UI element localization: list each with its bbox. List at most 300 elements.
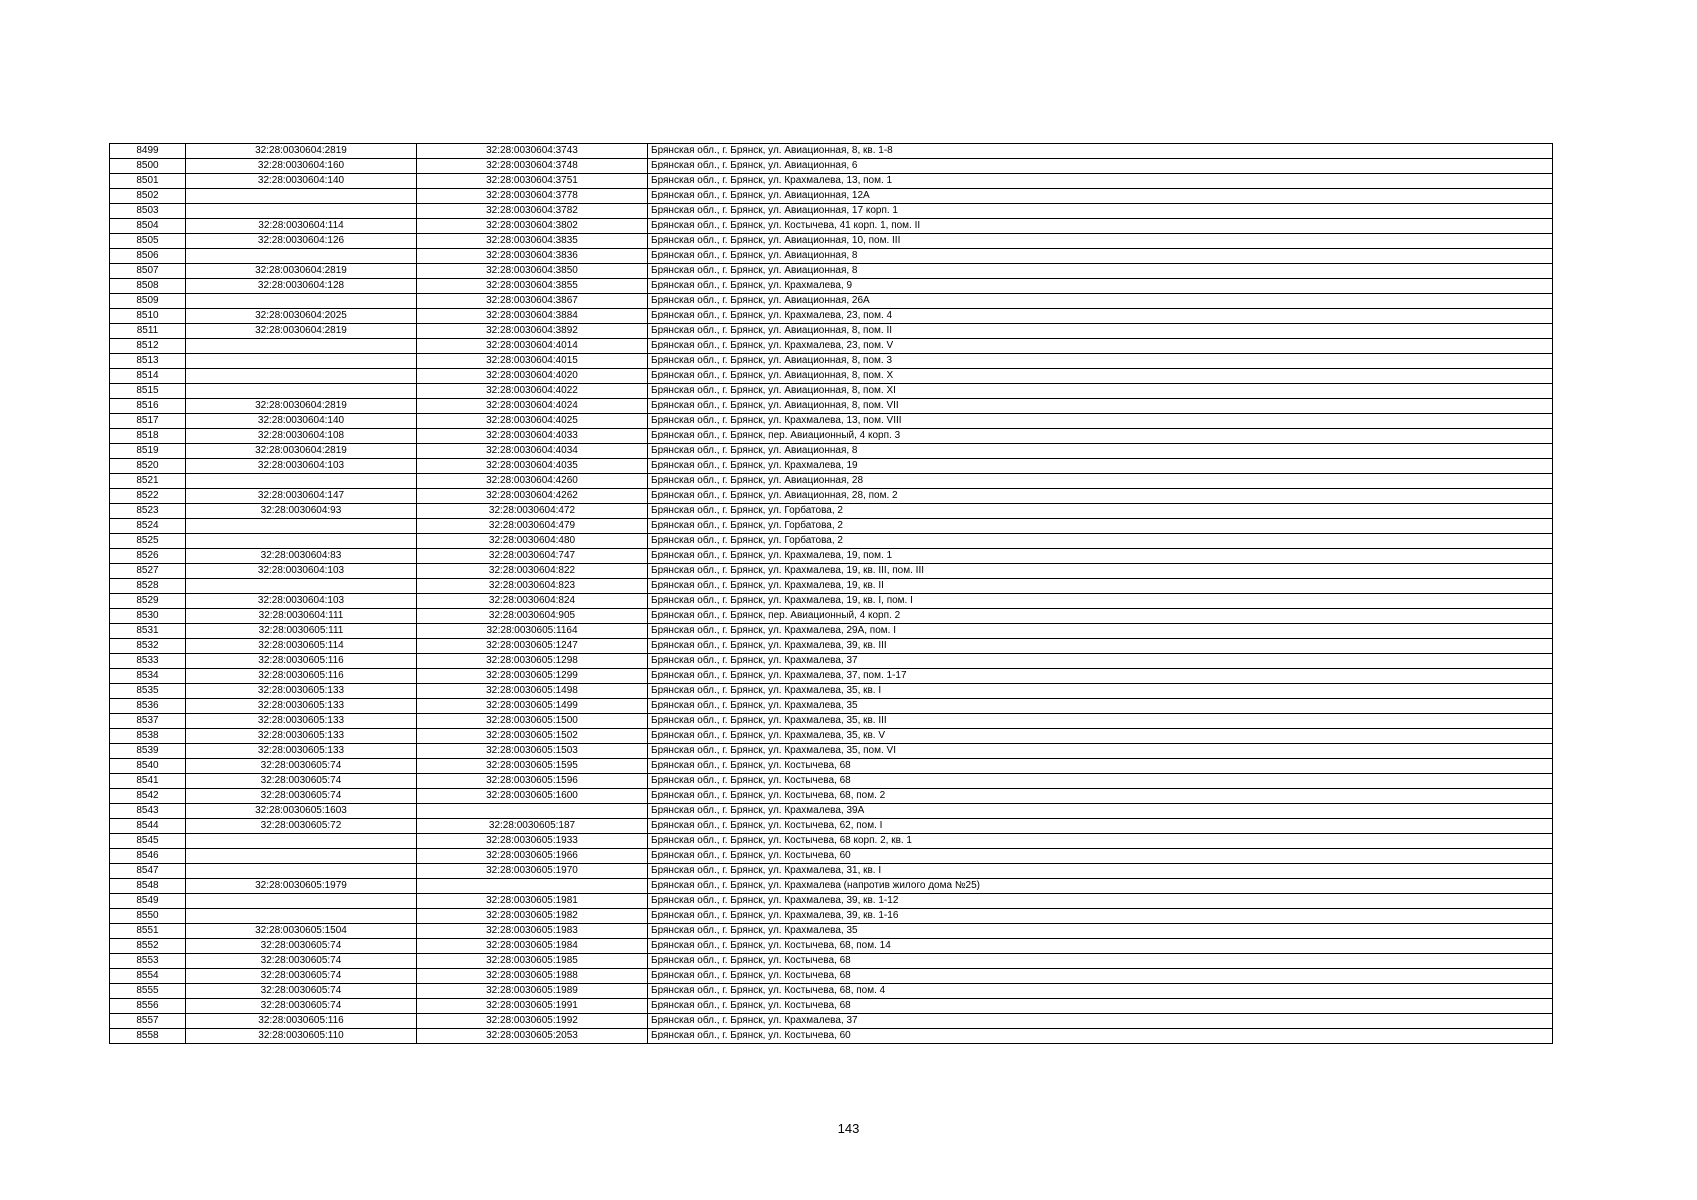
row-number-cell: 8533 bbox=[110, 654, 186, 669]
address-cell: Брянская обл., г. Брянск, ул. Крахмалева, 35 bbox=[648, 924, 1553, 939]
table-row bbox=[110, 474, 1553, 489]
table-row bbox=[110, 174, 1553, 189]
table-row bbox=[110, 384, 1553, 399]
row-number-cell: 8515 bbox=[110, 384, 186, 399]
address-cell: Брянская обл., г. Брянск, ул. Крахмалева, 13, пом. VIII bbox=[648, 414, 1553, 429]
row-number-cell: 8527 bbox=[110, 564, 186, 579]
object-number-cell: 32:28:0030605:1595 bbox=[417, 759, 648, 774]
address-cell: Брянская обл., г. Брянск, ул. Крахмалева, 19, пом. 1 bbox=[648, 549, 1553, 564]
object-number-cell: 32:28:0030605:1992 bbox=[417, 1014, 648, 1029]
parcel-number-cell: 32:28:0030604:2819 bbox=[186, 324, 417, 339]
table-row bbox=[110, 684, 1553, 699]
parcel-number-cell: 32:28:0030605:116 bbox=[186, 654, 417, 669]
parcel-number-cell: 32:28:0030605:74 bbox=[186, 984, 417, 999]
object-number-cell: 32:28:0030604:4262 bbox=[417, 489, 648, 504]
table-row bbox=[110, 444, 1553, 459]
parcel-number-cell bbox=[186, 384, 417, 399]
row-number-cell: 8554 bbox=[110, 969, 186, 984]
parcel-number-cell: 32:28:0030604:114 bbox=[186, 219, 417, 234]
parcel-number-cell bbox=[186, 909, 417, 924]
row-number-cell: 8499 bbox=[110, 144, 186, 159]
object-number-cell bbox=[417, 879, 648, 894]
parcel-number-cell: 32:28:0030605:133 bbox=[186, 699, 417, 714]
parcel-number-cell: 32:28:0030604:2819 bbox=[186, 144, 417, 159]
row-number-cell: 8528 bbox=[110, 579, 186, 594]
row-number-cell: 8500 bbox=[110, 159, 186, 174]
row-number-cell: 8518 bbox=[110, 429, 186, 444]
address-cell: Брянская обл., г. Брянск, ул. Крахмалева, 19, кв. I, пом. I bbox=[648, 594, 1553, 609]
object-number-cell: 32:28:0030605:1247 bbox=[417, 639, 648, 654]
address-cell: Брянская обл., г. Брянск, ул. Крахмалева, 29А, пом. I bbox=[648, 624, 1553, 639]
object-number-cell: 32:28:0030605:1966 bbox=[417, 849, 648, 864]
row-number-cell: 8543 bbox=[110, 804, 186, 819]
row-number-cell: 8544 bbox=[110, 819, 186, 834]
table-row bbox=[110, 699, 1553, 714]
parcel-number-cell: 32:28:0030604:160 bbox=[186, 159, 417, 174]
parcel-number-cell: 32:28:0030604:103 bbox=[186, 594, 417, 609]
address-cell: Брянская обл., г. Брянск, ул. Крахмалева, 37 bbox=[648, 1014, 1553, 1029]
object-number-cell: 32:28:0030604:3802 bbox=[417, 219, 648, 234]
object-number-cell: 32:28:0030605:1503 bbox=[417, 744, 648, 759]
parcel-number-cell bbox=[186, 474, 417, 489]
table-row bbox=[110, 669, 1553, 684]
object-number-cell: 32:28:0030604:479 bbox=[417, 519, 648, 534]
row-number-cell: 8555 bbox=[110, 984, 186, 999]
object-number-cell: 32:28:0030604:4022 bbox=[417, 384, 648, 399]
address-cell: Брянская обл., г. Брянск, ул. Авиационная, 8 bbox=[648, 444, 1553, 459]
row-number-cell: 8547 bbox=[110, 864, 186, 879]
object-number-cell: 32:28:0030605:1983 bbox=[417, 924, 648, 939]
parcel-number-cell: 32:28:0030605:74 bbox=[186, 969, 417, 984]
table-row bbox=[110, 219, 1553, 234]
row-number-cell: 8541 bbox=[110, 774, 186, 789]
row-number-cell: 8521 bbox=[110, 474, 186, 489]
object-number-cell bbox=[417, 804, 648, 819]
row-number-cell: 8523 bbox=[110, 504, 186, 519]
parcel-number-cell bbox=[186, 519, 417, 534]
row-number-cell: 8529 bbox=[110, 594, 186, 609]
parcel-number-cell: 32:28:0030605:74 bbox=[186, 789, 417, 804]
row-number-cell: 8505 bbox=[110, 234, 186, 249]
address-cell: Брянская обл., г. Брянск, ул. Авиационная, 10, пом. III bbox=[648, 234, 1553, 249]
object-number-cell: 32:28:0030605:1500 bbox=[417, 714, 648, 729]
row-number-cell: 8542 bbox=[110, 789, 186, 804]
address-cell: Брянская обл., г. Брянск, ул. Крахмалева, 39, кв. III bbox=[648, 639, 1553, 654]
table-row bbox=[110, 624, 1553, 639]
object-number-cell: 32:28:0030604:747 bbox=[417, 549, 648, 564]
object-number-cell: 32:28:0030605:1991 bbox=[417, 999, 648, 1014]
parcel-number-cell: 32:28:0030605:111 bbox=[186, 624, 417, 639]
parcel-number-cell: 32:28:0030604:2819 bbox=[186, 399, 417, 414]
table-row bbox=[110, 564, 1553, 579]
table-row bbox=[110, 159, 1553, 174]
address-cell: Брянская обл., г. Брянск, ул. Крахмалева, 35, пом. VI bbox=[648, 744, 1553, 759]
object-number-cell: 32:28:0030605:2053 bbox=[417, 1029, 648, 1044]
table-row bbox=[110, 549, 1553, 564]
address-cell: Брянская обл., г. Брянск, ул. Авиационная, 17 корп. 1 bbox=[648, 204, 1553, 219]
table-row bbox=[110, 459, 1553, 474]
parcel-number-cell: 32:28:0030604:147 bbox=[186, 489, 417, 504]
table-row bbox=[110, 894, 1553, 909]
table-row bbox=[110, 519, 1553, 534]
parcel-number-cell: 32:28:0030605:1504 bbox=[186, 924, 417, 939]
address-cell: Брянская обл., г. Брянск, ул. Крахмалева, 31, кв. I bbox=[648, 864, 1553, 879]
address-cell: Брянская обл., г. Брянск, ул. Костычева, 68, пом. 14 bbox=[648, 939, 1553, 954]
parcel-number-cell: 32:28:0030605:74 bbox=[186, 954, 417, 969]
parcel-number-cell: 32:28:0030605:133 bbox=[186, 729, 417, 744]
address-cell: Брянская обл., г. Брянск, ул. Авиационная, 8, пом. VII bbox=[648, 399, 1553, 414]
object-number-cell: 32:28:0030604:3884 bbox=[417, 309, 648, 324]
table-row bbox=[110, 429, 1553, 444]
address-cell: Брянская обл., г. Брянск, ул. Авиационная, 26А bbox=[648, 294, 1553, 309]
address-cell: Брянская обл., г. Брянск, ул. Авиационная, 8, пом. 3 bbox=[648, 354, 1553, 369]
parcel-number-cell bbox=[186, 354, 417, 369]
object-number-cell: 32:28:0030604:4020 bbox=[417, 369, 648, 384]
table-row bbox=[110, 744, 1553, 759]
object-number-cell: 32:28:0030604:4034 bbox=[417, 444, 648, 459]
parcel-number-cell: 32:28:0030604:83 bbox=[186, 549, 417, 564]
parcel-number-cell: 32:28:0030605:133 bbox=[186, 744, 417, 759]
table-row bbox=[110, 144, 1553, 159]
object-number-cell: 32:28:0030605:1164 bbox=[417, 624, 648, 639]
table-row bbox=[110, 609, 1553, 624]
parcel-number-cell bbox=[186, 534, 417, 549]
row-number-cell: 8550 bbox=[110, 909, 186, 924]
row-number-cell: 8508 bbox=[110, 279, 186, 294]
row-number-cell: 8546 bbox=[110, 849, 186, 864]
address-cell: Брянская обл., г. Брянск, ул. Крахмалева, 35 bbox=[648, 699, 1553, 714]
address-cell: Брянская обл., г. Брянск, ул. Крахмалева, 39А bbox=[648, 804, 1553, 819]
object-number-cell: 32:28:0030605:187 bbox=[417, 819, 648, 834]
row-number-cell: 8556 bbox=[110, 999, 186, 1014]
parcel-number-cell: 32:28:0030604:103 bbox=[186, 564, 417, 579]
object-number-cell: 32:28:0030604:3855 bbox=[417, 279, 648, 294]
row-number-cell: 8502 bbox=[110, 189, 186, 204]
object-number-cell: 32:28:0030605:1981 bbox=[417, 894, 648, 909]
parcel-number-cell: 32:28:0030604:128 bbox=[186, 279, 417, 294]
address-cell: Брянская обл., г. Брянск, ул. Крахмалева, 19, кв. II bbox=[648, 579, 1553, 594]
object-number-cell: 32:28:0030605:1989 bbox=[417, 984, 648, 999]
table-row bbox=[110, 819, 1553, 834]
table-row bbox=[110, 324, 1553, 339]
address-cell: Брянская обл., г. Брянск, ул. Костычева, 68 bbox=[648, 954, 1553, 969]
parcel-number-cell: 32:28:0030605:74 bbox=[186, 939, 417, 954]
row-number-cell: 8504 bbox=[110, 219, 186, 234]
parcel-number-cell: 32:28:0030605:133 bbox=[186, 684, 417, 699]
address-cell: Брянская обл., г. Брянск, ул. Крахмалева, 19, кв. III, пом. III bbox=[648, 564, 1553, 579]
parcel-number-cell: 32:28:0030604:108 bbox=[186, 429, 417, 444]
address-cell: Брянская обл., г. Брянск, ул. Костычева, 60 bbox=[648, 849, 1553, 864]
row-number-cell: 8552 bbox=[110, 939, 186, 954]
table-row bbox=[110, 354, 1553, 369]
object-number-cell: 32:28:0030605:1502 bbox=[417, 729, 648, 744]
row-number-cell: 8549 bbox=[110, 894, 186, 909]
table-row bbox=[110, 849, 1553, 864]
object-number-cell: 32:28:0030604:3778 bbox=[417, 189, 648, 204]
parcel-number-cell bbox=[186, 834, 417, 849]
parcel-number-cell: 32:28:0030605:74 bbox=[186, 999, 417, 1014]
row-number-cell: 8530 bbox=[110, 609, 186, 624]
row-number-cell: 8525 bbox=[110, 534, 186, 549]
address-cell: Брянская обл., г. Брянск, ул. Крахмалева, 23, пом. 4 bbox=[648, 309, 1553, 324]
registry-table-body bbox=[110, 144, 1553, 1044]
row-number-cell: 8503 bbox=[110, 204, 186, 219]
object-number-cell: 32:28:0030604:3867 bbox=[417, 294, 648, 309]
table-row bbox=[110, 294, 1553, 309]
parcel-number-cell: 32:28:0030605:133 bbox=[186, 714, 417, 729]
object-number-cell: 32:28:0030604:4260 bbox=[417, 474, 648, 489]
object-number-cell: 32:28:0030605:1970 bbox=[417, 864, 648, 879]
table-row bbox=[110, 309, 1553, 324]
address-cell: Брянская обл., г. Брянск, ул. Костычева, 41 корп. 1, пом. II bbox=[648, 219, 1553, 234]
address-cell: Брянская обл., г. Брянск, ул. Авиационная, 8, пом. XI bbox=[648, 384, 1553, 399]
address-cell: Брянская обл., г. Брянск, ул. Крахмалева, 39, кв. 1-16 bbox=[648, 909, 1553, 924]
address-cell: Брянская обл., г. Брянск, ул. Костычева, 62, пом. I bbox=[648, 819, 1553, 834]
address-cell: Брянская обл., г. Брянск, ул. Крахмалева, 9 bbox=[648, 279, 1553, 294]
address-cell: Брянская обл., г. Брянск, ул. Крахмалева, 23, пом. V bbox=[648, 339, 1553, 354]
object-number-cell: 32:28:0030605:1985 bbox=[417, 954, 648, 969]
row-number-cell: 8524 bbox=[110, 519, 186, 534]
object-number-cell: 32:28:0030604:3892 bbox=[417, 324, 648, 339]
table-row bbox=[110, 594, 1553, 609]
object-number-cell: 32:28:0030604:3850 bbox=[417, 264, 648, 279]
object-number-cell: 32:28:0030604:3751 bbox=[417, 174, 648, 189]
object-number-cell: 32:28:0030604:4025 bbox=[417, 414, 648, 429]
table-row bbox=[110, 579, 1553, 594]
address-cell: Брянская обл., г. Брянск, ул. Горбатова, 2 bbox=[648, 504, 1553, 519]
address-cell: Брянская обл., г. Брянск, ул. Костычева, 68 корп. 2, кв. 1 bbox=[648, 834, 1553, 849]
table-row bbox=[110, 264, 1553, 279]
parcel-number-cell: 32:28:0030605:116 bbox=[186, 669, 417, 684]
address-cell: Брянская обл., г. Брянск, ул. Костычева, 68 bbox=[648, 759, 1553, 774]
table-row bbox=[110, 789, 1553, 804]
object-number-cell: 32:28:0030604:4035 bbox=[417, 459, 648, 474]
table-row bbox=[110, 234, 1553, 249]
table-row bbox=[110, 984, 1553, 999]
row-number-cell: 8557 bbox=[110, 1014, 186, 1029]
row-number-cell: 8514 bbox=[110, 369, 186, 384]
object-number-cell: 32:28:0030605:1596 bbox=[417, 774, 648, 789]
address-cell: Брянская обл., г. Брянск, ул. Авиационная, 8, пом. II bbox=[648, 324, 1553, 339]
parcel-number-cell: 32:28:0030605:74 bbox=[186, 759, 417, 774]
row-number-cell: 8536 bbox=[110, 699, 186, 714]
address-cell: Брянская обл., г. Брянск, ул. Авиационная, 28, пом. 2 bbox=[648, 489, 1553, 504]
parcel-number-cell: 32:28:0030604:111 bbox=[186, 609, 417, 624]
address-cell: Брянская обл., г. Брянск, ул. Авиационная, 8 bbox=[648, 264, 1553, 279]
table-row bbox=[110, 879, 1553, 894]
table-row bbox=[110, 339, 1553, 354]
object-number-cell: 32:28:0030604:3835 bbox=[417, 234, 648, 249]
parcel-number-cell bbox=[186, 894, 417, 909]
table-row bbox=[110, 714, 1553, 729]
parcel-number-cell bbox=[186, 249, 417, 264]
object-number-cell: 32:28:0030605:1600 bbox=[417, 789, 648, 804]
parcel-number-cell bbox=[186, 849, 417, 864]
row-number-cell: 8539 bbox=[110, 744, 186, 759]
row-number-cell: 8532 bbox=[110, 639, 186, 654]
parcel-number-cell bbox=[186, 864, 417, 879]
table-row bbox=[110, 534, 1553, 549]
address-cell: Брянская обл., г. Брянск, пер. Авиационный, 4 корп. 3 bbox=[648, 429, 1553, 444]
address-cell: Брянская обл., г. Брянск, ул. Авиационная, 12А bbox=[648, 189, 1553, 204]
object-number-cell: 32:28:0030604:824 bbox=[417, 594, 648, 609]
registry-table bbox=[109, 143, 1553, 1044]
address-cell: Брянская обл., г. Брянск, ул. Горбатова, 2 bbox=[648, 519, 1553, 534]
address-cell: Брянская обл., г. Брянск, ул. Крахмалева, 37 bbox=[648, 654, 1553, 669]
page-number: 143 bbox=[837, 1121, 860, 1136]
parcel-number-cell: 32:28:0030605:114 bbox=[186, 639, 417, 654]
row-number-cell: 8510 bbox=[110, 309, 186, 324]
row-number-cell: 8534 bbox=[110, 669, 186, 684]
parcel-number-cell: 32:28:0030605:1603 bbox=[186, 804, 417, 819]
row-number-cell: 8522 bbox=[110, 489, 186, 504]
table-row bbox=[110, 909, 1553, 924]
row-number-cell: 8537 bbox=[110, 714, 186, 729]
row-number-cell: 8520 bbox=[110, 459, 186, 474]
object-number-cell: 32:28:0030605:1982 bbox=[417, 909, 648, 924]
table-row bbox=[110, 369, 1553, 384]
object-number-cell: 32:28:0030605:1498 bbox=[417, 684, 648, 699]
parcel-number-cell: 32:28:0030604:140 bbox=[186, 174, 417, 189]
parcel-number-cell bbox=[186, 204, 417, 219]
address-cell: Брянская обл., г. Брянск, ул. Костычева, 68, пом. 4 bbox=[648, 984, 1553, 999]
address-cell: Брянская обл., г. Брянск, ул. Авиационная, 8 bbox=[648, 249, 1553, 264]
object-number-cell: 32:28:0030605:1988 bbox=[417, 969, 648, 984]
parcel-number-cell: 32:28:0030604:2819 bbox=[186, 444, 417, 459]
row-number-cell: 8540 bbox=[110, 759, 186, 774]
table-row bbox=[110, 489, 1553, 504]
parcel-number-cell bbox=[186, 369, 417, 384]
table-row bbox=[110, 204, 1553, 219]
parcel-number-cell: 32:28:0030605:116 bbox=[186, 1014, 417, 1029]
object-number-cell: 32:28:0030604:4024 bbox=[417, 399, 648, 414]
object-number-cell: 32:28:0030604:905 bbox=[417, 609, 648, 624]
address-cell: Брянская обл., г. Брянск, ул. Крахмалева, 35, кв. III bbox=[648, 714, 1553, 729]
table-row bbox=[110, 1014, 1553, 1029]
parcel-number-cell bbox=[186, 339, 417, 354]
row-number-cell: 8507 bbox=[110, 264, 186, 279]
table-row bbox=[110, 279, 1553, 294]
row-number-cell: 8551 bbox=[110, 924, 186, 939]
table-row bbox=[110, 774, 1553, 789]
parcel-number-cell: 32:28:0030605:110 bbox=[186, 1029, 417, 1044]
address-cell: Брянская обл., г. Брянск, ул. Крахмалева, 39, кв. 1-12 bbox=[648, 894, 1553, 909]
table-row bbox=[110, 834, 1553, 849]
row-number-cell: 8513 bbox=[110, 354, 186, 369]
object-number-cell: 32:28:0030604:3836 bbox=[417, 249, 648, 264]
table-row bbox=[110, 759, 1553, 774]
address-cell: Брянская обл., г. Брянск, ул. Крахмалева, 35, кв. I bbox=[648, 684, 1553, 699]
table-row bbox=[110, 924, 1553, 939]
row-number-cell: 8516 bbox=[110, 399, 186, 414]
row-number-cell: 8548 bbox=[110, 879, 186, 894]
parcel-number-cell: 32:28:0030604:2025 bbox=[186, 309, 417, 324]
object-number-cell: 32:28:0030605:1299 bbox=[417, 669, 648, 684]
address-cell: Брянская обл., г. Брянск, ул. Авиационная, 8, кв. 1-8 bbox=[648, 144, 1553, 159]
object-number-cell: 32:28:0030604:823 bbox=[417, 579, 648, 594]
object-number-cell: 32:28:0030604:3782 bbox=[417, 204, 648, 219]
row-number-cell: 8512 bbox=[110, 339, 186, 354]
row-number-cell: 8558 bbox=[110, 1029, 186, 1044]
parcel-number-cell bbox=[186, 189, 417, 204]
address-cell: Брянская обл., г. Брянск, ул. Крахмалева (напротив жилого дома №25) bbox=[648, 879, 1553, 894]
row-number-cell: 8519 bbox=[110, 444, 186, 459]
row-number-cell: 8511 bbox=[110, 324, 186, 339]
address-cell: Брянская обл., г. Брянск, ул. Костычева, 60 bbox=[648, 1029, 1553, 1044]
address-cell: Брянская обл., г. Брянск, пер. Авиационный, 4 корп. 2 bbox=[648, 609, 1553, 624]
object-number-cell: 32:28:0030605:1933 bbox=[417, 834, 648, 849]
row-number-cell: 8509 bbox=[110, 294, 186, 309]
parcel-number-cell: 32:28:0030605:72 bbox=[186, 819, 417, 834]
row-number-cell: 8506 bbox=[110, 249, 186, 264]
row-number-cell: 8538 bbox=[110, 729, 186, 744]
address-cell: Брянская обл., г. Брянск, ул. Крахмалева, 37, пом. 1-17 bbox=[648, 669, 1553, 684]
table-row bbox=[110, 864, 1553, 879]
table-row bbox=[110, 189, 1553, 204]
row-number-cell: 8526 bbox=[110, 549, 186, 564]
row-number-cell: 8545 bbox=[110, 834, 186, 849]
address-cell: Брянская обл., г. Брянск, ул. Крахмалева, 35, кв. V bbox=[648, 729, 1553, 744]
object-number-cell: 32:28:0030604:480 bbox=[417, 534, 648, 549]
object-number-cell: 32:28:0030604:4033 bbox=[417, 429, 648, 444]
table-row bbox=[110, 1029, 1553, 1044]
table-row bbox=[110, 654, 1553, 669]
table-row bbox=[110, 939, 1553, 954]
object-number-cell: 32:28:0030605:1984 bbox=[417, 939, 648, 954]
row-number-cell: 8501 bbox=[110, 174, 186, 189]
address-cell: Брянская обл., г. Брянск, ул. Костычева, 68 bbox=[648, 999, 1553, 1014]
parcel-number-cell bbox=[186, 579, 417, 594]
object-number-cell: 32:28:0030604:3748 bbox=[417, 159, 648, 174]
row-number-cell: 8517 bbox=[110, 414, 186, 429]
table-row bbox=[110, 804, 1553, 819]
object-number-cell: 32:28:0030604:822 bbox=[417, 564, 648, 579]
address-cell: Брянская обл., г. Брянск, ул. Авиационная, 28 bbox=[648, 474, 1553, 489]
object-number-cell: 32:28:0030604:472 bbox=[417, 504, 648, 519]
address-cell: Брянская обл., г. Брянск, ул. Крахмалева, 13, пом. 1 bbox=[648, 174, 1553, 189]
object-number-cell: 32:28:0030604:4014 bbox=[417, 339, 648, 354]
object-number-cell: 32:28:0030604:3743 bbox=[417, 144, 648, 159]
parcel-number-cell: 32:28:0030604:93 bbox=[186, 504, 417, 519]
parcel-number-cell: 32:28:0030605:1979 bbox=[186, 879, 417, 894]
parcel-number-cell: 32:28:0030604:103 bbox=[186, 459, 417, 474]
table-row bbox=[110, 399, 1553, 414]
address-cell: Брянская обл., г. Брянск, ул. Авиационная, 8, пом. X bbox=[648, 369, 1553, 384]
object-number-cell: 32:28:0030605:1298 bbox=[417, 654, 648, 669]
parcel-number-cell: 32:28:0030605:74 bbox=[186, 774, 417, 789]
object-number-cell: 32:28:0030604:4015 bbox=[417, 354, 648, 369]
table-row bbox=[110, 504, 1553, 519]
table-row bbox=[110, 414, 1553, 429]
row-number-cell: 8531 bbox=[110, 624, 186, 639]
table-row bbox=[110, 639, 1553, 654]
address-cell: Брянская обл., г. Брянск, ул. Авиационная, 6 bbox=[648, 159, 1553, 174]
table-row bbox=[110, 999, 1553, 1014]
row-number-cell: 8535 bbox=[110, 684, 186, 699]
parcel-number-cell: 32:28:0030604:2819 bbox=[186, 264, 417, 279]
object-number-cell: 32:28:0030605:1499 bbox=[417, 699, 648, 714]
parcel-number-cell: 32:28:0030604:126 bbox=[186, 234, 417, 249]
address-cell: Брянская обл., г. Брянск, ул. Крахмалева, 19 bbox=[648, 459, 1553, 474]
table-row bbox=[110, 969, 1553, 984]
address-cell: Брянская обл., г. Брянск, ул. Костычева, 68, пом. 2 bbox=[648, 789, 1553, 804]
address-cell: Брянская обл., г. Брянск, ул. Горбатова, 2 bbox=[648, 534, 1553, 549]
address-cell: Брянская обл., г. Брянск, ул. Костычева, 68 bbox=[648, 969, 1553, 984]
row-number-cell: 8553 bbox=[110, 954, 186, 969]
parcel-number-cell: 32:28:0030604:140 bbox=[186, 414, 417, 429]
parcel-number-cell bbox=[186, 294, 417, 309]
table-row bbox=[110, 729, 1553, 744]
